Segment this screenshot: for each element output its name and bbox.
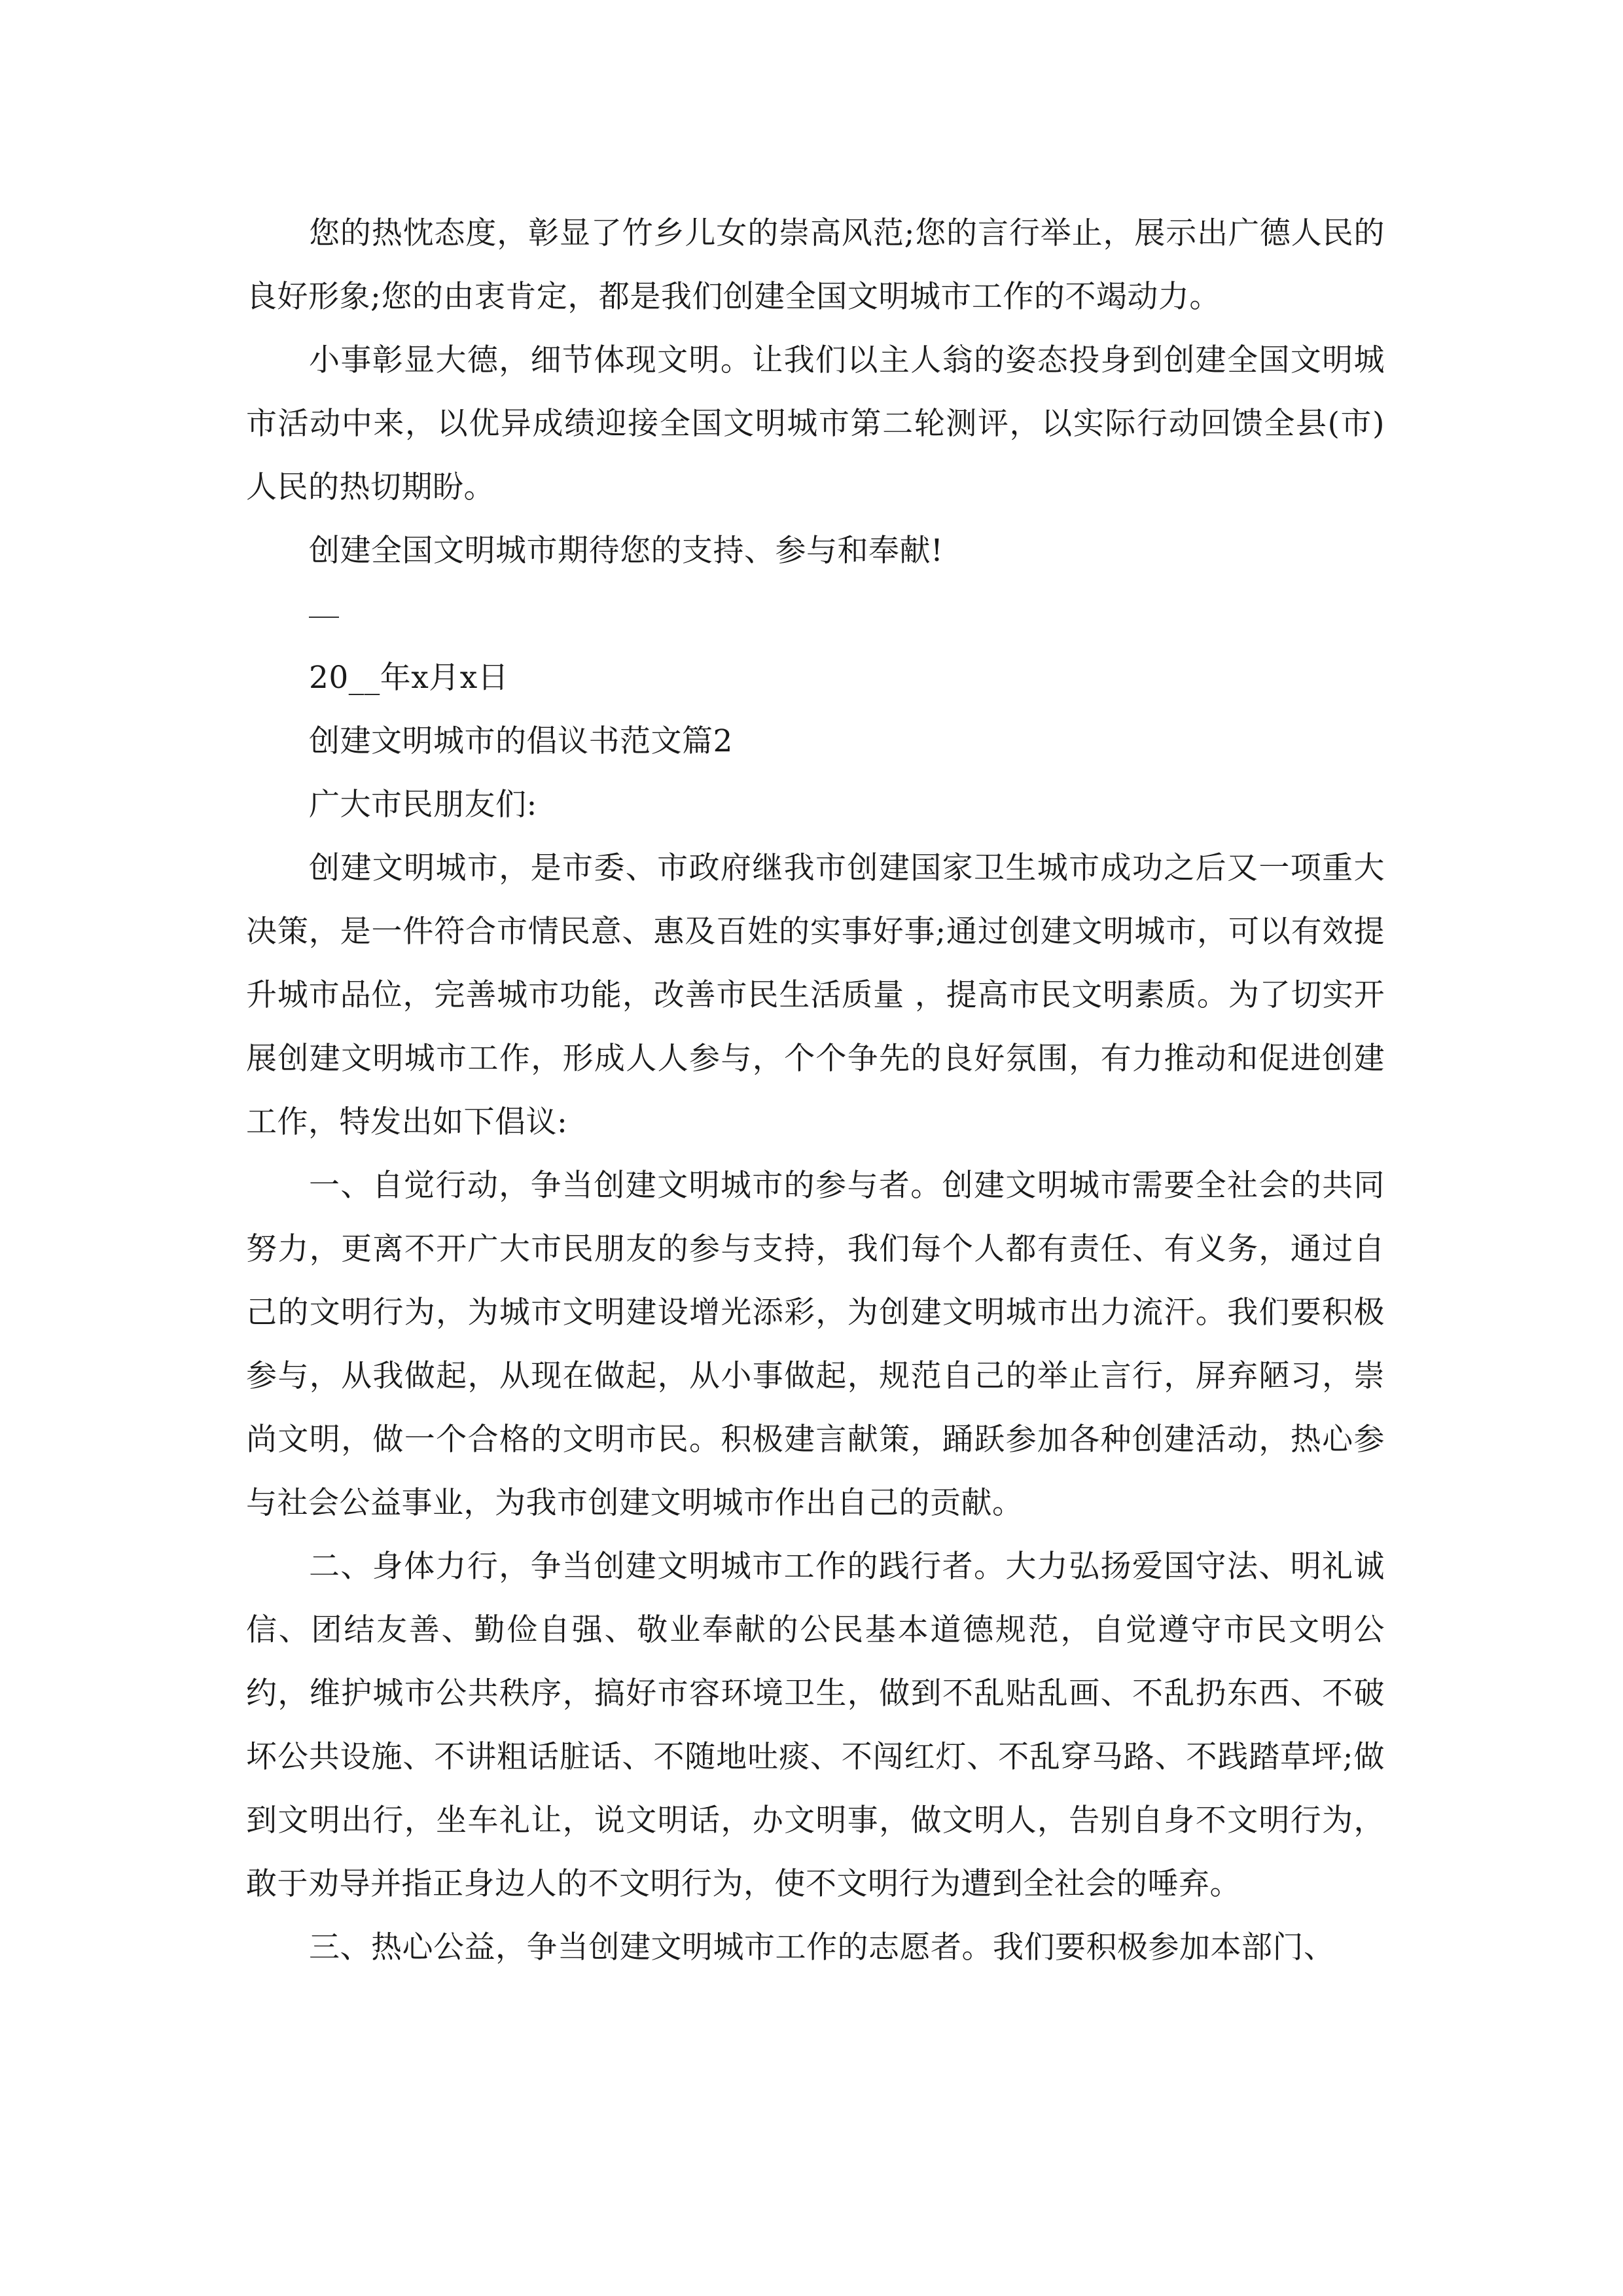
paragraph-introduction: 创建文明城市，是市委、市政府继我市创建国家卫生城市成功之后又一项重大决策，是一件符合市情民意、惠及百姓的实事好事;通过创建文明城市，可以有效提升城市品位，完善城市功能，改善市民生活质量 ，提高市民文明素质。为了切实开展创建文明城市工作，形成人人参与，个个争先的良好氛围，有力推动和促进创建工作，特发出如下倡议:: [246, 850, 1385, 1140]
date-line: 20__年x月x日: [309, 660, 509, 696]
dash-line: [309, 617, 339, 618]
paragraph-proposal-three: 三、热心公益，争当创建文明城市工作的志愿者。我们要积极参加本部门、: [309, 1929, 1335, 1965]
paragraph-proposal-one: 一、自觉行动，争当创建文明城市的参与者。创建文明城市需要全社会的共同努力，更离不开广大市民朋友的参与支持，我们每个人都有责任、有义务，通过自己的文明行为，为城市文明建设增光添彩，为创建文明城市出力流汗。我们要积极参与，从我做起，从现在做起，从小事做起，规范自己的举止言行，屏弃陋习，崇尚文明，做一个合格的文明市民。积极建言献策，踊跃参加各种创建活动，热心参与社会公益事业，为我市创建文明城市作出自己的贡献。: [246, 1168, 1385, 1521]
paragraph-proposal-two: 二、身体力行，争当创建文明城市工作的践行者。大力弘扬爱国守法、明礼诚信、团结友善、勤俭自强、敬业奉献的公民基本道德规范，自觉遵守市民文明公约，维护城市公共秩序，搞好市容环境卫生，做到不乱贴乱画、不乱扔东西、不破坏公共设施、不讲粗话脏话、不随地吐痰、不闯红灯、不乱穿马路、不践踏草坪;做到文明出行，坐车礼让，说文明话，办文明事，做文明人，告别自身不文明行为，敢于劝导并指正身边人的不文明行为，使不文明行为遭到全社会的唾弃。: [246, 1549, 1385, 1902]
paragraph-call-to-action: 小事彰显大德，细节体现文明。让我们以主人翁的姿态投身到创建全国文明城市活动中来，以优异成绩迎接全国文明城市第二轮测评，以实际行动回馈全县(市)人民的热切期盼。: [246, 342, 1385, 505]
paragraph-expectation: 创建全国文明城市期待您的支持、参与和奉献!: [309, 533, 944, 569]
salutation: 广大市民朋友们:: [309, 787, 537, 823]
document-body: [246, 202, 1385, 1979]
signature-dash: [246, 583, 1385, 646]
section-title: 创建文明城市的倡议书范文篇2: [309, 723, 733, 759]
paragraph-gratitude: 您的热忱态度，彰显了竹乡儿女的崇高风范;您的言行举止，展示出广德人民的良好形象;您的由衷肯定，都是我们创建全国文明城市工作的不竭动力。: [246, 215, 1385, 315]
